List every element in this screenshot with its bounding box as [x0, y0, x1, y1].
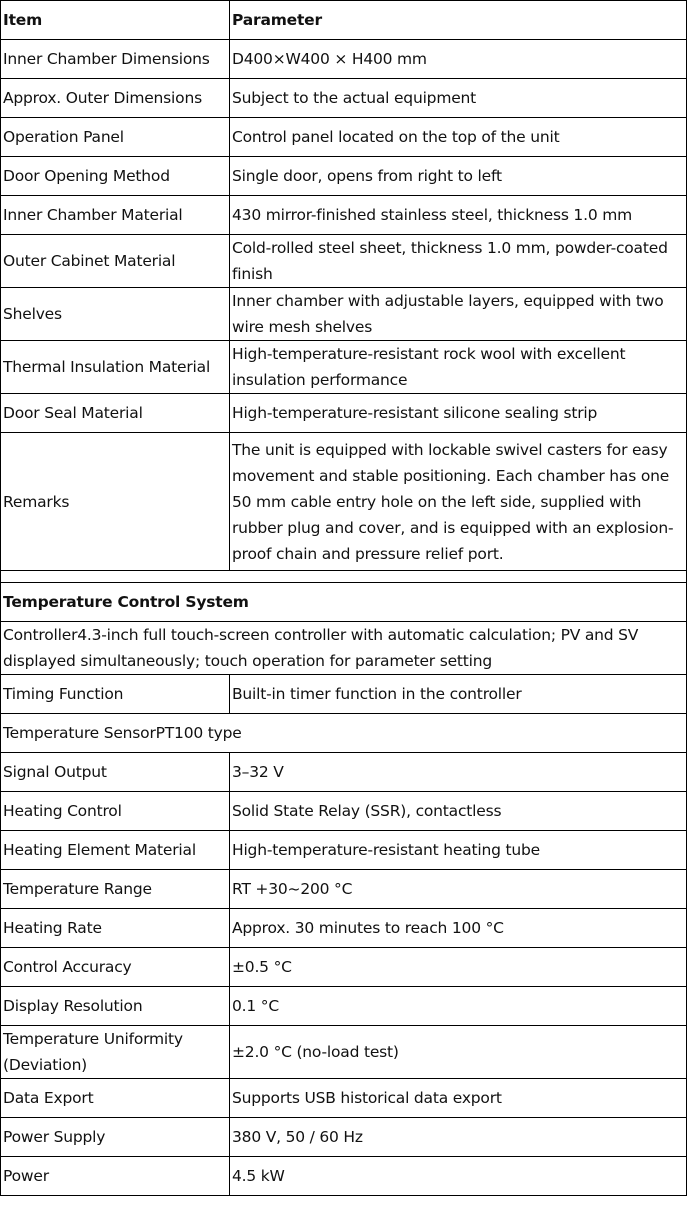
table-row: [1, 433, 687, 571]
row-label: Temperature Uniformity (Deviation): [1, 1026, 230, 1079]
table-row: [1, 157, 687, 196]
table-row: [1, 288, 687, 341]
row-label: Power Supply: [1, 1118, 230, 1157]
row-label: Signal Output: [1, 753, 230, 792]
table-row: [1, 622, 687, 675]
section-header-row: [1, 583, 687, 622]
header-parameter: Parameter: [230, 1, 687, 40]
spacer-row: [1, 571, 687, 583]
row-value: High-temperature-resistant heating tube: [230, 831, 687, 870]
table-row: [1, 870, 687, 909]
row-label: Door Opening Method: [1, 157, 230, 196]
table-row: [1, 753, 687, 792]
row-value: High-temperature-resistant silicone sealing strip: [230, 394, 687, 433]
row-label: Power: [1, 1157, 230, 1196]
table-row: [1, 714, 687, 753]
table-row: [1, 792, 687, 831]
row-value: 3–32 V: [230, 753, 687, 792]
table-row: [1, 987, 687, 1026]
row-value: Cold-rolled steel sheet, thickness 1.0 mm, powder-coated finish: [230, 235, 687, 288]
table-row: [1, 196, 687, 235]
row-label: Data Export: [1, 1079, 230, 1118]
row-value: 0.1 °C: [230, 987, 687, 1026]
row-value: 430 mirror-finished stainless steel, thickness 1.0 mm: [230, 196, 687, 235]
row-label: Approx. Outer Dimensions: [1, 79, 230, 118]
row-label: Timing Function: [1, 675, 230, 714]
table-row: [1, 909, 687, 948]
row-value: High-temperature-resistant rock wool with excellent insulation performance: [230, 341, 687, 394]
row-label: Shelves: [1, 288, 230, 341]
row-label: Inner Chamber Dimensions: [1, 40, 230, 79]
row-value: D400×W400 × H400 mm: [230, 40, 687, 79]
table-header-row: [1, 1, 687, 40]
table-row: [1, 79, 687, 118]
row-label: Temperature Range: [1, 870, 230, 909]
row-label: Outer Cabinet Material: [1, 235, 230, 288]
table-row: [1, 40, 687, 79]
table-row: [1, 1079, 687, 1118]
row-value: Solid State Relay (SSR), contactless: [230, 792, 687, 831]
row-value: ±2.0 °C (no-load test): [230, 1026, 687, 1079]
table-row: [1, 948, 687, 987]
row-label: Heating Element Material: [1, 831, 230, 870]
row-label: Display Resolution: [1, 987, 230, 1026]
table-row: [1, 341, 687, 394]
table-row: [1, 1026, 687, 1079]
row-label: Thermal Insulation Material: [1, 341, 230, 394]
table-row: [1, 235, 687, 288]
row-value: Single door, opens from right to left: [230, 157, 687, 196]
row-value: 4.5 kW: [230, 1157, 687, 1196]
table-row: [1, 1157, 687, 1196]
table-row: [1, 394, 687, 433]
spacer-cell: [1, 571, 687, 583]
row-value: Built-in timer function in the controller: [230, 675, 687, 714]
row-value: Subject to the actual equipment: [230, 79, 687, 118]
row-value: The unit is equipped with lockable swivel casters for easy movement and stable positioning. Each chamber has one 50 mm cable entry hole on the left side, supplied with rubber plug and cover, and is equipped with an explosion-proof chain and pressure relief port.: [230, 433, 687, 571]
table-row: [1, 118, 687, 157]
row-label: Inner Chamber Material: [1, 196, 230, 235]
row-value: Control panel located on the top of the unit: [230, 118, 687, 157]
row-value: Inner chamber with adjustable layers, equipped with two wire mesh shelves: [230, 288, 687, 341]
row-value: Approx. 30 minutes to reach 100 °C: [230, 909, 687, 948]
row-label: Remarks: [1, 433, 230, 571]
row-value: ±0.5 °C: [230, 948, 687, 987]
table-row: [1, 675, 687, 714]
table-row: [1, 831, 687, 870]
section-title: Temperature Control System: [1, 583, 687, 622]
row-label: Heating Control: [1, 792, 230, 831]
row-label: Operation Panel: [1, 118, 230, 157]
row-value: 380 V, 50 / 60 Hz: [230, 1118, 687, 1157]
table-row: [1, 1118, 687, 1157]
row-label: Control Accuracy: [1, 948, 230, 987]
sensor-cell: Temperature SensorPT100 type: [1, 714, 687, 753]
header-item: Item: [1, 1, 230, 40]
row-label: Heating Rate: [1, 909, 230, 948]
controller-cell: Controller4.3-inch full touch-screen controller with automatic calculation; PV and SV displayed simultaneously; touch operation for parameter setting: [1, 622, 687, 675]
row-label: Door Seal Material: [1, 394, 230, 433]
row-value: RT +30~200 °C: [230, 870, 687, 909]
row-value: Supports USB historical data export: [230, 1079, 687, 1118]
